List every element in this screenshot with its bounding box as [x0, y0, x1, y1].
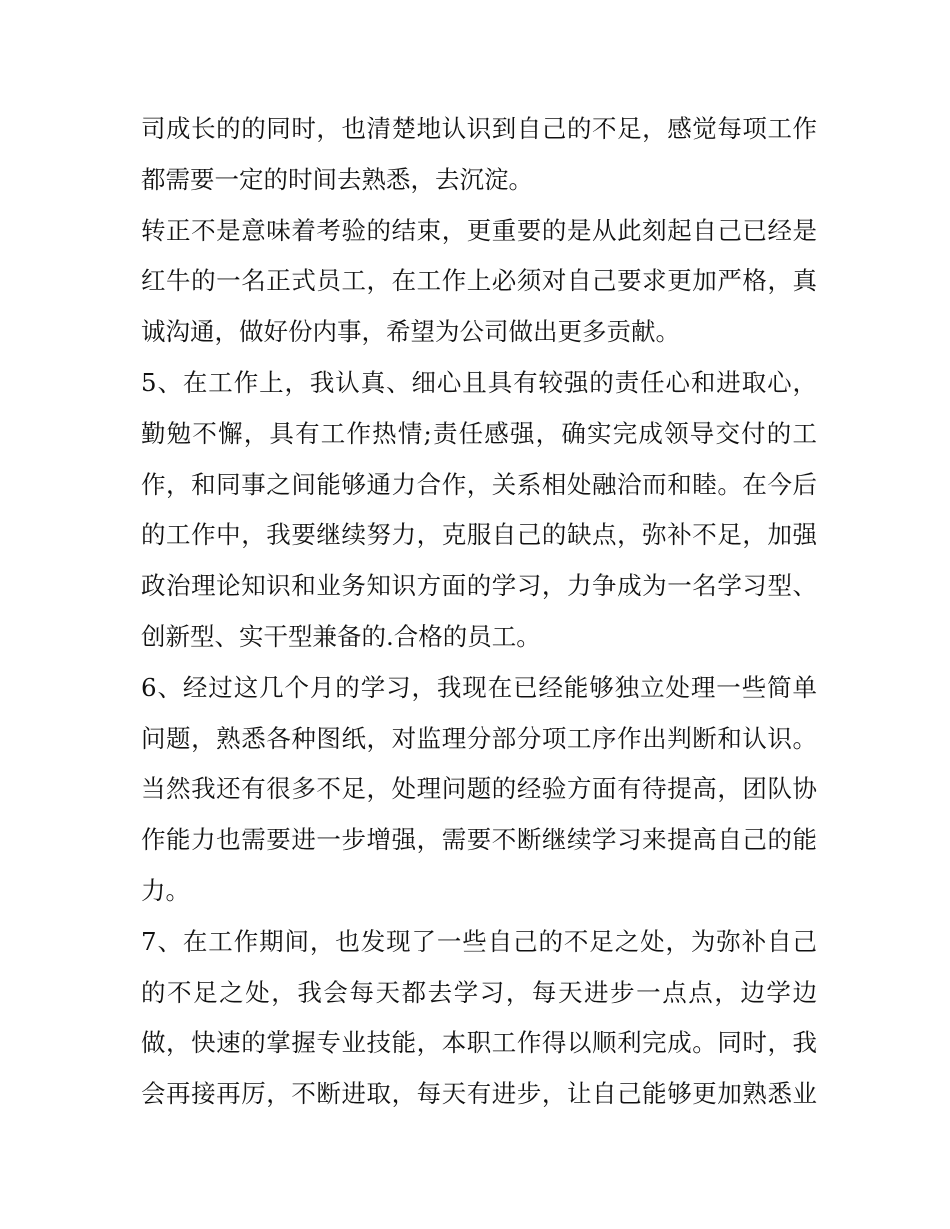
text-line: 5、在工作上，我认真、细心且具有较强的责任心和进取心，	[141, 367, 817, 397]
text-line: 政治理论知识和业务知识方面的学习，力争成为一名学习型、	[141, 571, 817, 601]
text-line: 诚沟通，做好份内事，希望为公司做出更多贡献。	[141, 317, 680, 347]
text-line: 转正不是意味着考验的结束，更重要的是从此刻起自己已经是	[141, 215, 817, 245]
text-line: 的不足之处，我会每天都去学习，每天进步一点点，边学边	[141, 977, 817, 1007]
text-line: 问题，熟悉各种图纸，对监理分部分项工序作出判断和认识。	[141, 723, 817, 753]
text-line: 的工作中，我要继续努力，克服自己的缺点，弥补不足，加强	[141, 520, 817, 550]
text-line: 作，和同事之间能够通力合作，关系相处融洽而和睦。在今后	[141, 469, 817, 499]
text-line: 会再接再厉，不断进取，每天有进步，让自己能够更加熟悉业	[141, 1079, 817, 1109]
text-line: 作能力也需要进一步增强，需要不断继续学习来提高自己的能	[141, 825, 817, 855]
text-line: 红牛的一名正式员工，在工作上必须对自己要求更加严格，真	[141, 266, 817, 296]
text-line: 司成长的的同时，也清楚地认识到自己的不足，感觉每项工作	[141, 114, 817, 143]
text-line: 6、经过这几个月的学习，我现在已经能够独立处理一些简单	[141, 672, 817, 702]
text-line: 做，快速的掌握专业技能，本职工作得以顺利完成。同时，我	[141, 1028, 817, 1058]
text-line: 勤勉不懈，具有工作热情;责任感强，确实完成领导交付的工	[141, 418, 817, 448]
text-line: 7、在工作期间，也发现了一些自己的不足之处，为弥补自己	[141, 926, 817, 956]
text-line: 当然我还有很多不足，处理问题的经验方面有待提高，团队协	[141, 774, 817, 804]
text-line: 力。	[141, 875, 190, 905]
text-line: 创新型、实干型兼备的.合格的员工。	[141, 621, 541, 651]
text-line: 都需要一定的时间去熟悉，去沉淀。	[141, 164, 533, 194]
body-text	[141, 104, 817, 1120]
